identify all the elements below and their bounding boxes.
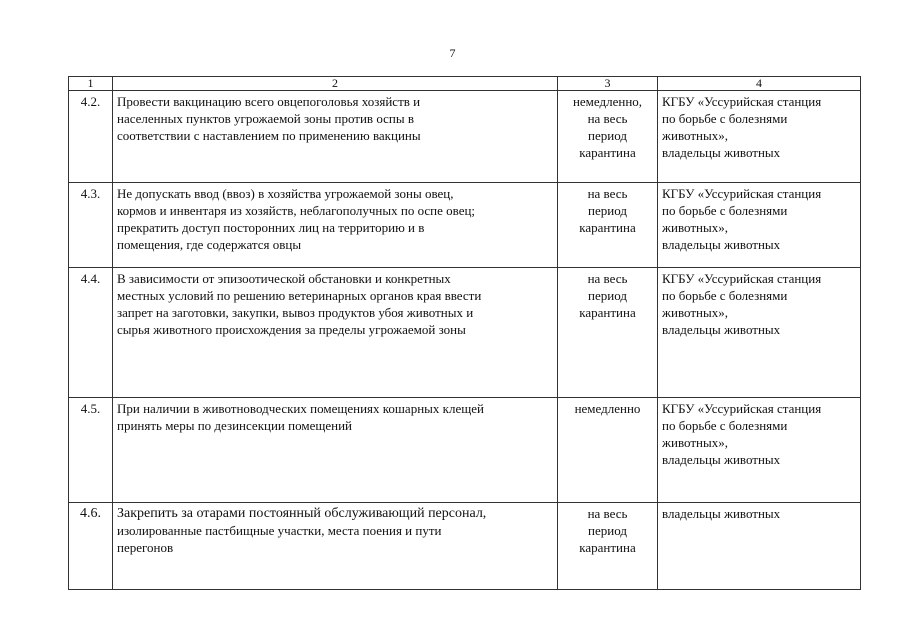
table-row (69, 268, 861, 398)
page-number: 7 (449, 46, 456, 60)
row-responsible (658, 268, 861, 398)
header-col-1: 1 (69, 77, 113, 91)
measures-table (68, 76, 861, 590)
row-action-first-line: Закрепить за отарами постоянный обслуживающий персонал, (117, 506, 487, 521)
row-action (113, 268, 558, 398)
row-responsible (658, 183, 861, 268)
row-term (558, 268, 658, 398)
row-responsible-text: КГБУ «Уссурийская станция по борьбе с болезнями животных», владельцы животных (662, 94, 822, 160)
row-responsible (658, 91, 861, 183)
row-action (113, 91, 558, 183)
row-term-text: на весь период карантина (579, 271, 636, 320)
header-col-2: 2 (113, 77, 558, 91)
table-row (69, 398, 861, 503)
table-header-row (69, 77, 861, 91)
row-term-text: на весь период карантина (579, 186, 636, 235)
row-responsible (658, 503, 861, 590)
row-action-text: В зависимости от эпизоотической обстановки и конкретных местных условий по решению ветеринарных органов края ввести запрет на заготовки, закупки, вывоз продуктов убоя животных и сырья животного происхождения за пределы угрожаемой зоны (117, 271, 482, 337)
row-number: 4.2. (69, 91, 113, 183)
row-action (113, 398, 558, 503)
row-number: 4.3. (69, 183, 113, 268)
row-responsible-text: КГБУ «Уссурийская станция по борьбе с болезнями животных», владельцы животных (662, 186, 822, 252)
row-term-text: немедленно, на весь период карантина (572, 94, 643, 160)
row-responsible-text: КГБУ «Уссурийская станция по борьбе с болезнями животных», владельцы животных (662, 401, 822, 467)
row-action-text: Не допускать ввод (ввоз) в хозяйства угрожаемой зоны овец, кормов и инвентаря из хозяйств, неблагополучных по оспе овец; прекратить доступ посторонних лиц на территорию и в помещения, где содержатся овцы (117, 186, 476, 252)
row-responsible-text: владельцы животных (662, 506, 781, 521)
row-action-text: Провести вакцинацию всего овцепоголовья хозяйств и населенных пунктов угрожаемой зоны против оспы в соответствии с наставлением по применению вакцины (117, 94, 421, 143)
table-row (69, 183, 861, 268)
row-action (113, 503, 558, 590)
row-action (113, 183, 558, 268)
table-row (69, 91, 861, 183)
row-action-text: изолированные пастбищные участки, места поения и пути перегонов (117, 523, 442, 555)
row-term-text: немедленно (574, 401, 641, 416)
header-col-4: 4 (658, 77, 861, 91)
row-responsible-text: КГБУ «Уссурийская станция по борьбе с болезнями животных», владельцы животных (662, 271, 822, 337)
row-number: 4.4. (69, 268, 113, 398)
row-term (558, 91, 658, 183)
row-action-text: При наличии в животноводческих помещениях кошарных клещей принять меры по дезинсекции помещений (117, 401, 484, 433)
table-row (69, 503, 861, 590)
row-term-text: на весь период карантина (579, 506, 636, 555)
row-term (558, 503, 658, 590)
row-responsible (658, 398, 861, 503)
row-number: 4.5. (69, 398, 113, 503)
row-term (558, 398, 658, 503)
header-col-3: 3 (558, 77, 658, 91)
row-term (558, 183, 658, 268)
row-number: 4.6. (69, 503, 113, 590)
